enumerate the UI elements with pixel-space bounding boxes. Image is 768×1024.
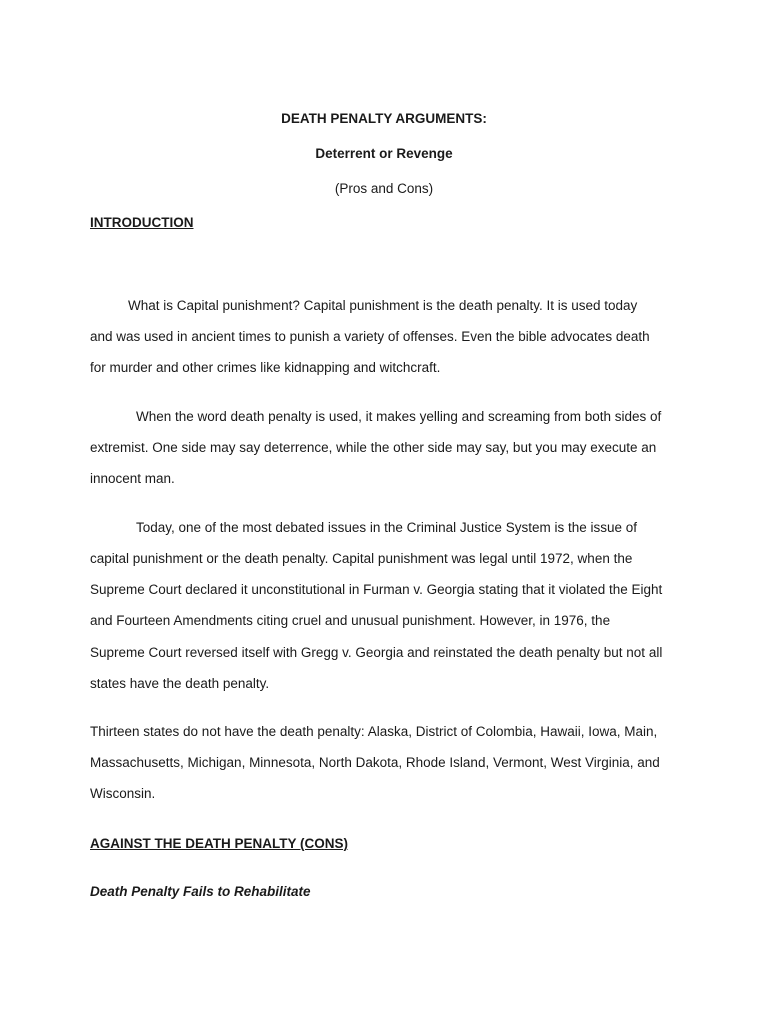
document-subtitle-pros-cons: (Pros and Cons) [334, 181, 434, 196]
paragraph-3-line-6: states have the death penalty. [90, 676, 270, 691]
document-subtitle: Deterrent or Revenge [315, 146, 453, 161]
paragraph-3-line-1: Today, one of the most debated issues in the Criminal Justice System is the issue of [136, 520, 637, 535]
cons-subheading: Death Penalty Fails to Rehabilitate [90, 884, 311, 899]
paragraph-3-line-5: Supreme Court reversed itself with Gregg v. Georgia and reinstated the death penalty but not all [90, 645, 663, 660]
paragraph-3-line-4: and Fourteen Amendments citing cruel and unusual punishment. However, in 1976, the [90, 613, 611, 628]
paragraph-1-line-3: for murder and other crimes like kidnapping and witchcraft. [90, 360, 441, 375]
introduction-heading: INTRODUCTION [90, 215, 194, 230]
paragraph-2-line-2: extremist. One side may say deterrence, while the other side may say, but you may execute an [90, 440, 657, 455]
paragraph-3-line-2: capital punishment or the death penalty. Capital punishment was legal until 1972, when the [90, 551, 633, 566]
paragraph-4-line-3: Wisconsin. [90, 786, 156, 801]
paragraph-1-line-1: What is Capital punishment? Capital punishment is the death penalty. It is used today [128, 298, 638, 313]
paragraph-3-line-3: Supreme Court declared it unconstitutional in Furman v. Georgia stating that it violated the Eight [90, 582, 663, 597]
paragraph-2-line-1: When the word death penalty is used, it makes yelling and screaming from both sides of [136, 409, 662, 424]
document-title: DEATH PENALTY ARGUMENTS: [281, 111, 487, 126]
paragraph-4-line-1: Thirteen states do not have the death penalty: Alaska, District of Colombia, Hawaii, Iowa, Main, [90, 724, 658, 739]
paragraph-1-line-2: and was used in ancient times to punish a variety of offenses. Even the bible advocates death [90, 329, 650, 344]
paragraph-2-line-3: innocent man. [90, 471, 175, 486]
paragraph-4-line-2: Massachusetts, Michigan, Minnesota, North Dakota, Rhode Island, Vermont, West Virginia, and [90, 755, 660, 770]
cons-heading: AGAINST THE DEATH PENALTY (CONS) [90, 836, 349, 851]
